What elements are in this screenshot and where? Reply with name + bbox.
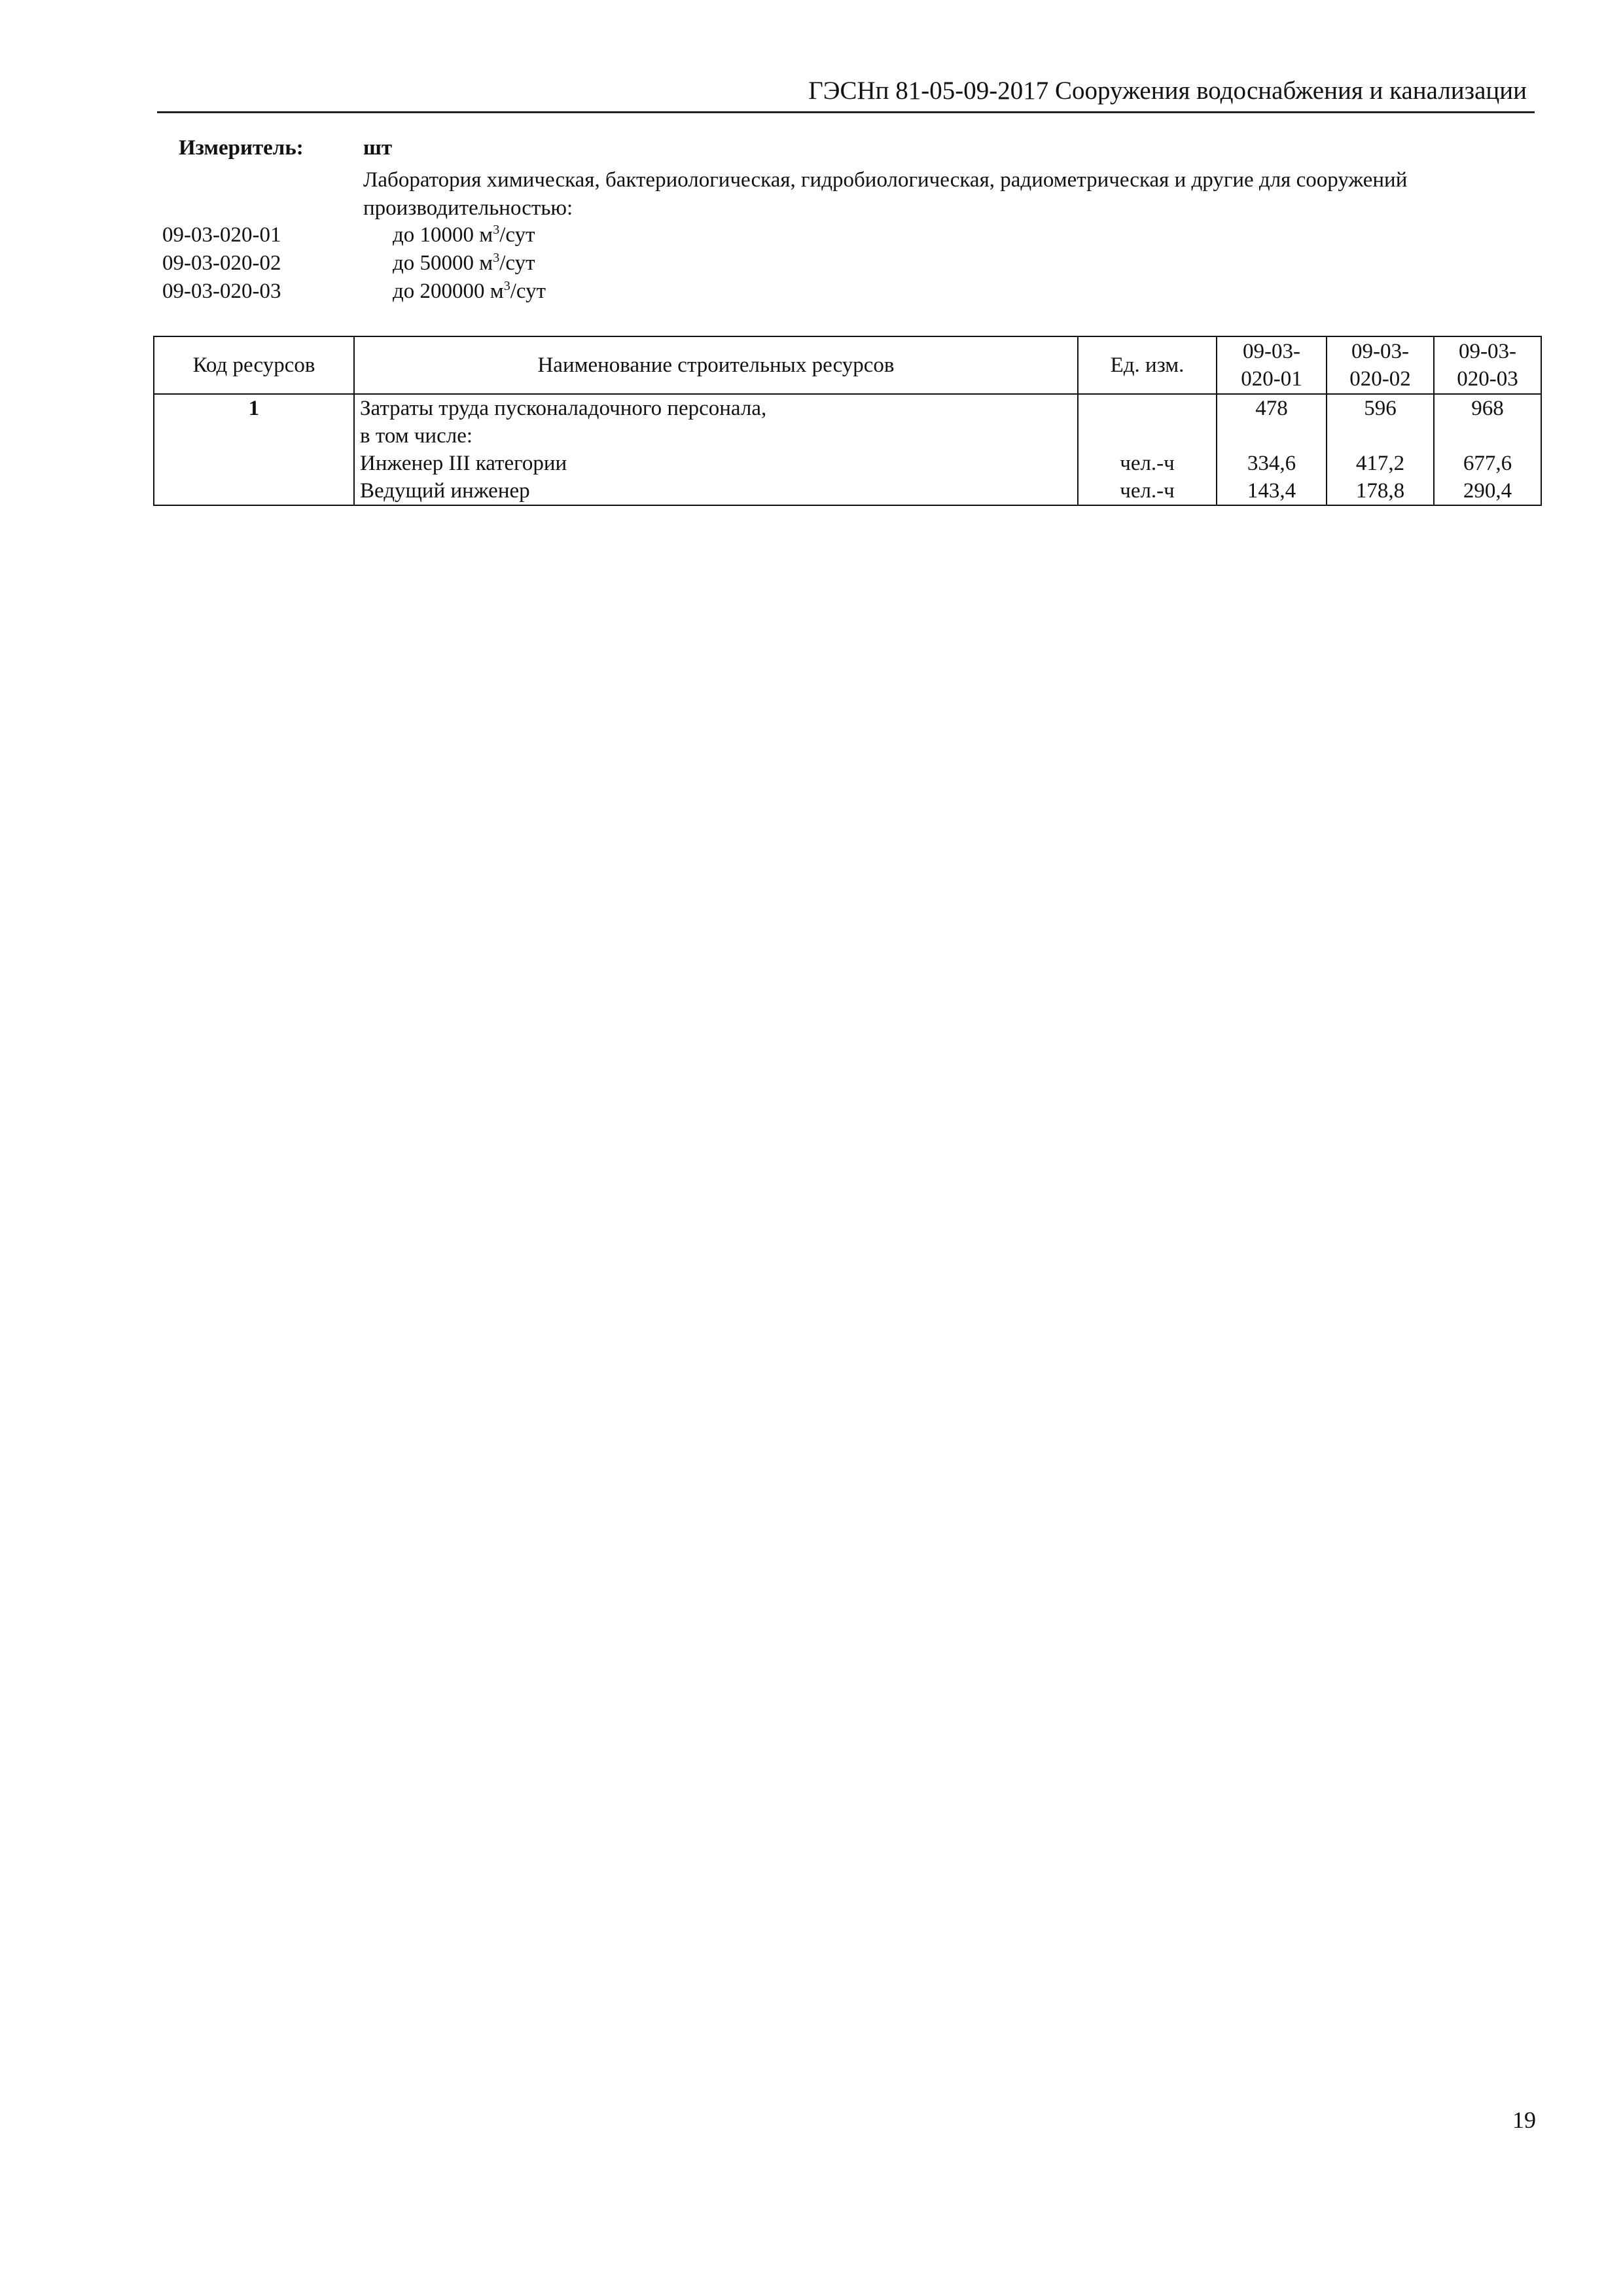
table-row bbox=[154, 394, 1541, 505]
header-code: Код ресурсов bbox=[154, 336, 354, 394]
variant-row bbox=[162, 223, 535, 247]
header-col-3 bbox=[1434, 336, 1541, 394]
row-value: 596 bbox=[1364, 397, 1397, 420]
cell-unit bbox=[1078, 394, 1217, 505]
row-value: 968 bbox=[1471, 397, 1504, 420]
variant-code: 09-03-020-01 bbox=[162, 223, 281, 247]
row-code: 1 bbox=[248, 397, 260, 420]
header-col-3-line-2: 020-03 bbox=[1457, 367, 1518, 391]
page-number: 19 bbox=[1512, 2107, 1536, 2133]
header-name: Наименование строительных ресурсов bbox=[354, 336, 1078, 394]
variant-sup: 3 bbox=[503, 279, 510, 293]
row-name: Инженер III категории bbox=[360, 452, 567, 475]
row-value: 143,4 bbox=[1247, 479, 1296, 503]
header-col-1-line-2: 020-01 bbox=[1241, 367, 1302, 391]
cell-name bbox=[354, 394, 1078, 505]
header-col-2 bbox=[1327, 336, 1434, 394]
variant-code: 09-03-020-02 bbox=[162, 251, 281, 275]
row-value: 677,6 bbox=[1463, 452, 1512, 475]
row-name: Ведущий инженер bbox=[360, 479, 530, 503]
header-col-3-line-1: 09-03- bbox=[1459, 340, 1516, 363]
cell-value-2 bbox=[1327, 394, 1434, 505]
row-code bbox=[160, 450, 348, 477]
row-value: 290,4 bbox=[1463, 479, 1512, 503]
description-text: Лаборатория химическая, бактериологическая, гидробиологическая, радиометрическая и другие для сооружений производительностью: bbox=[363, 168, 1408, 220]
variant-suffix: /сут bbox=[499, 251, 535, 275]
header-unit: Ед. изм. bbox=[1078, 336, 1217, 394]
row-value: 478 bbox=[1255, 397, 1288, 420]
variant-sup: 3 bbox=[493, 223, 500, 237]
table-header-row bbox=[154, 336, 1541, 394]
row-unit: чел.-ч bbox=[1120, 452, 1175, 475]
resources-table bbox=[153, 336, 1542, 506]
row-name: в том числе: bbox=[360, 424, 473, 448]
header-col-1 bbox=[1217, 336, 1327, 394]
cell-value-3 bbox=[1434, 394, 1541, 505]
variant-text: до 10000 м bbox=[393, 223, 493, 247]
row-value bbox=[1222, 422, 1321, 450]
variant-suffix: /сут bbox=[510, 279, 546, 303]
variant-row bbox=[162, 279, 546, 304]
cell-value-1 bbox=[1217, 394, 1327, 505]
variant-text: до 50000 м bbox=[393, 251, 493, 275]
page-header bbox=[157, 73, 1535, 113]
row-unit: чел.-ч bbox=[1120, 479, 1175, 503]
header-col-1-line-1: 09-03- bbox=[1243, 340, 1300, 363]
variant-sup: 3 bbox=[493, 251, 500, 265]
meter-label: Измеритель: bbox=[179, 136, 304, 160]
row-unit bbox=[1084, 395, 1211, 422]
meter-value: шт bbox=[363, 136, 393, 160]
variant-row bbox=[162, 251, 535, 276]
document-title: ГЭСНп 81-05-09-2017 Сооружения водоснабжения и канализации bbox=[808, 77, 1527, 105]
row-unit bbox=[1084, 422, 1211, 450]
row-name: Затраты труда пусконаладочного персонала, bbox=[360, 397, 767, 420]
header-col-2-line-2: 020-02 bbox=[1349, 367, 1411, 391]
row-code bbox=[160, 422, 348, 450]
variant-code: 09-03-020-03 bbox=[162, 279, 281, 303]
row-code bbox=[160, 477, 348, 505]
row-value: 417,2 bbox=[1355, 452, 1405, 475]
header-col-2-line-1: 09-03- bbox=[1351, 340, 1409, 363]
cell-code bbox=[154, 394, 354, 505]
row-value: 334,6 bbox=[1247, 452, 1296, 475]
row-value: 178,8 bbox=[1355, 479, 1405, 503]
variant-text: до 200000 м bbox=[393, 279, 504, 303]
variant-suffix: /сут bbox=[499, 223, 535, 247]
row-value bbox=[1332, 422, 1428, 450]
row-value bbox=[1440, 422, 1535, 450]
